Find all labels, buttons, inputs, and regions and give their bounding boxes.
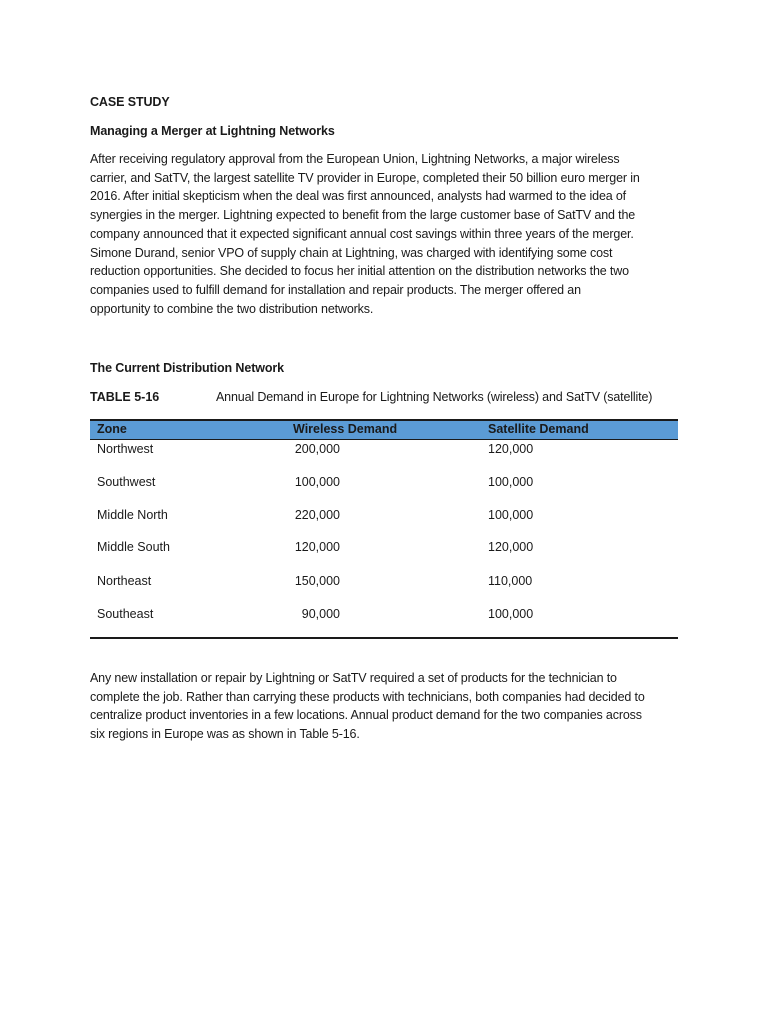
case-study-label: CASE STUDY — [90, 95, 170, 109]
cell-zone: Northwest — [97, 442, 154, 456]
intro-paragraph — [90, 150, 680, 318]
table-row — [90, 607, 678, 625]
header-zone: Zone — [97, 422, 127, 436]
table-row — [90, 442, 678, 460]
cell-satellite: 100,000 — [488, 508, 534, 522]
intro-line: company announced that it expected significant annual cost savings within three years of the merger. — [90, 226, 634, 241]
intro-line: synergies in the merger. Lightning expected to benefit from the large customer base of SatTV and the — [90, 208, 636, 223]
intro-line: reduction opportunities. She decided to focus her initial attention on the distribution networks the two — [90, 264, 629, 279]
cell-wireless: 200,000 — [294, 442, 340, 456]
intro-line: opportunity to combine the two distribution networks. — [90, 301, 374, 316]
table-row — [90, 574, 678, 592]
section-heading: The Current Distribution Network — [90, 361, 285, 375]
cell-zone: Southeast — [97, 607, 154, 621]
cell-zone: Middle South — [97, 540, 170, 554]
intro-line: companies used to fulfill demand for installation and repair products. The merger offered an — [90, 282, 581, 297]
cell-satellite: 100,000 — [488, 607, 534, 621]
table-label: TABLE 5-16 — [90, 390, 160, 404]
closing-paragraph — [90, 669, 680, 744]
cell-satellite: 110,000 — [488, 574, 533, 588]
cell-wireless: 150,000 — [294, 574, 340, 588]
table-row — [90, 508, 678, 526]
table-caption: Annual Demand in Europe for Lightning Networks (wireless) and SatTV (satellite) — [216, 390, 653, 404]
cell-satellite: 120,000 — [488, 442, 534, 456]
cell-zone: Northeast — [97, 574, 152, 588]
cell-satellite: 100,000 — [488, 475, 534, 489]
case-title: Managing a Merger at Lightning Networks — [90, 124, 335, 138]
closing-line: centralize product inventories in a few locations. Annual product demand for the two companies across — [90, 708, 642, 723]
demand-table — [90, 419, 678, 621]
closing-line: Any new installation or repair by Lightning or SatTV required a set of products for the technician to — [90, 671, 617, 685]
cell-wireless: 120,000 — [294, 540, 340, 554]
cell-zone: Southwest — [97, 475, 156, 489]
cell-wireless: 90,000 — [301, 607, 340, 621]
intro-line: carrier, and SatTV, the largest satellite TV provider in Europe, completed their 50 billion euro merger in — [90, 170, 640, 185]
cell-zone: Middle North — [97, 508, 168, 522]
table-header-row — [90, 419, 678, 440]
intro-line: 2016. After initial skepticism when the deal was first announced, analysts had warmed to the idea of — [90, 189, 627, 204]
table-row — [90, 540, 678, 558]
table-row — [90, 475, 678, 493]
header-satellite-demand: Satellite Demand — [488, 422, 589, 436]
header-wireless-demand: Wireless Demand — [293, 422, 398, 436]
cell-satellite: 120,000 — [488, 540, 534, 554]
intro-line: After receiving regulatory approval from the European Union, Lightning Networks, a major wireless — [90, 152, 620, 166]
closing-line: six regions in Europe was as shown in Table 5-16. — [90, 727, 360, 742]
table-bottom-rule — [90, 637, 678, 639]
intro-line: Simone Durand, senior VPO of supply chain at Lightning, was charged with identifying some cost — [90, 245, 613, 260]
cell-wireless: 100,000 — [294, 475, 340, 489]
cell-wireless: 220,000 — [294, 508, 340, 522]
closing-line: complete the job. Rather than carrying these products with technicians, both companies had decided to — [90, 689, 645, 704]
